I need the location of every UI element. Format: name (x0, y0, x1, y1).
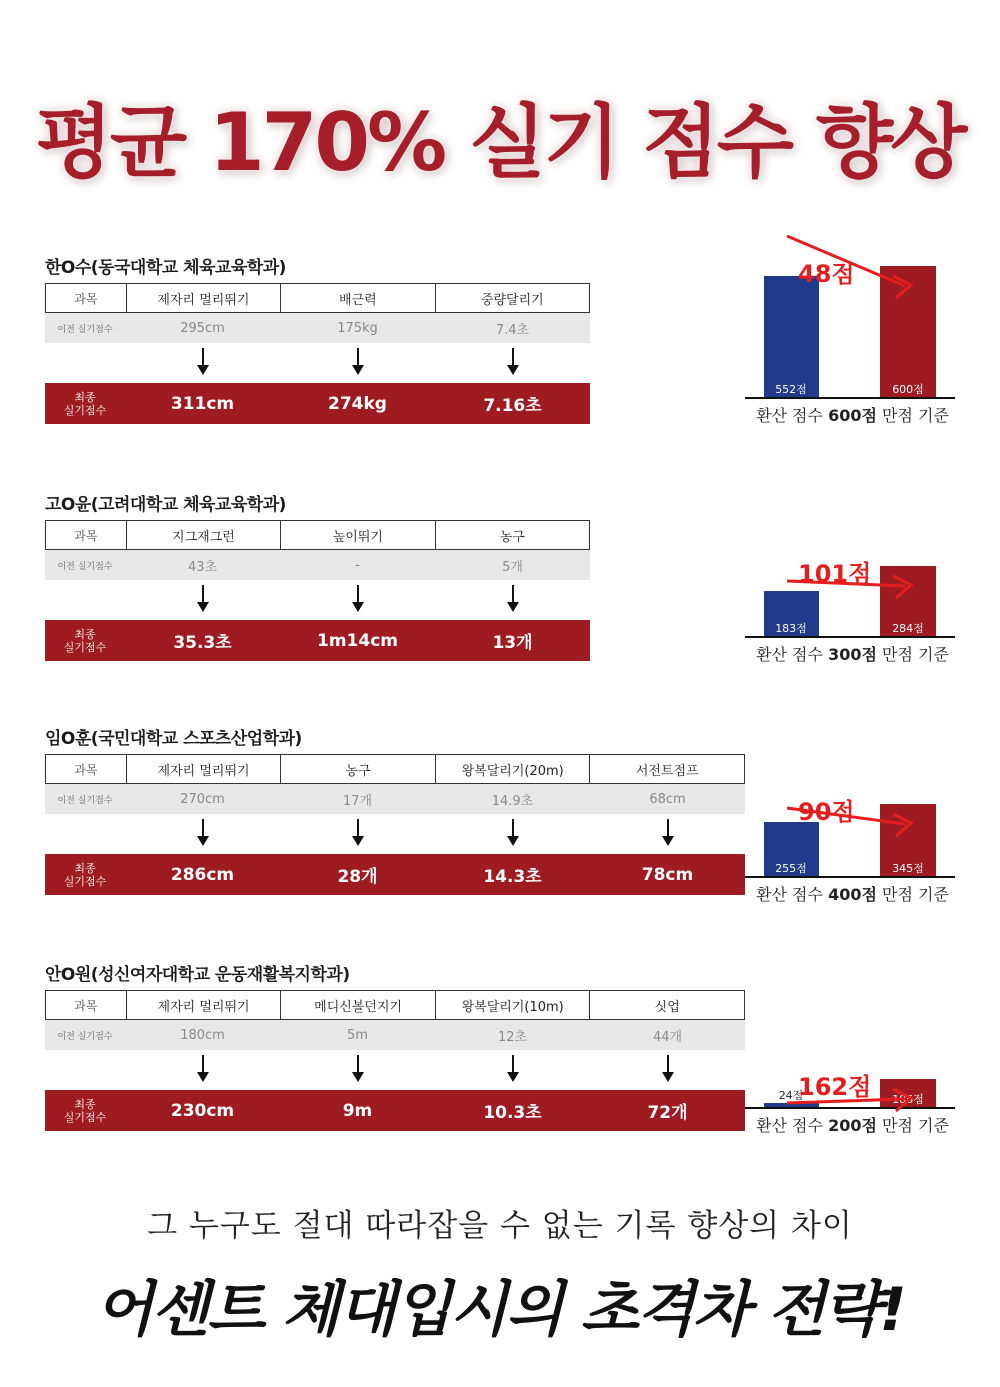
score-bar-chart (745, 253, 960, 443)
headline: 평균 170% 실기 점수 향상 (35, 96, 965, 189)
subject-cell: 제자리 멀리뛰기 (126, 755, 281, 783)
final-score-cell: 286cm (170, 864, 235, 885)
final-label-line2: 실기점수 (63, 403, 107, 417)
previous-score-cell: 5m (347, 1027, 368, 1043)
final-label (45, 1090, 125, 1131)
down-arrow-row (45, 585, 590, 615)
down-arrow-icon (435, 585, 590, 615)
previous-score-cell: 295cm (180, 320, 225, 336)
final-label-line1: 최종 (74, 861, 96, 875)
previous-score-cell: 270cm (180, 791, 225, 807)
conversion-basis (745, 1113, 960, 1136)
subject-header-row (45, 754, 745, 784)
before-bar-label: 552점 (775, 383, 807, 396)
down-arrow-icon (280, 819, 435, 849)
conversion-basis (745, 642, 960, 665)
after-bar-label: 345점 (892, 862, 924, 875)
previous-score-cell: 14.9초 (491, 793, 534, 809)
final-score-cell: 28개 (337, 867, 378, 887)
final-label-line1: 최종 (74, 390, 96, 404)
subject-cell: 제자리 멀리뛰기 (126, 284, 280, 312)
subject-header-row (45, 990, 745, 1020)
student-name: 한O수(동국대학교 체육교육학과) (45, 258, 286, 278)
score-bar-chart (745, 490, 960, 680)
previous-score-cell: 5개 (502, 559, 523, 575)
final-score-cell: 35.3초 (173, 633, 232, 653)
previous-score-row (45, 1020, 745, 1050)
previous-label: 이전 실기점수 (57, 324, 113, 335)
student-section (0, 253, 1000, 443)
final-label-line2: 실기점수 (63, 874, 107, 888)
before-bar-label: 255점 (775, 862, 807, 875)
score-gain-label: 90점 (798, 798, 855, 826)
final-score-cell: 1m14cm (317, 630, 398, 651)
basis-suffix: 만점 기준 (876, 1116, 949, 1135)
final-score-cell: 14.3초 (483, 867, 542, 887)
subject-cell: 제자리 멀리뛰기 (126, 991, 281, 1019)
student-section (0, 960, 1000, 1150)
subject-cell: 서전트점프 (589, 755, 744, 783)
after-bar-label: 284점 (892, 622, 924, 635)
down-arrow-icon (280, 348, 435, 378)
basis-max-score: 400점 (828, 885, 877, 904)
subject-cell: 높이뛰기 (280, 521, 434, 549)
basis-prefix: 환산 점수 (756, 406, 829, 425)
final-score-cell: 72개 (647, 1103, 688, 1123)
down-arrow-icon (125, 1055, 280, 1085)
basis-prefix: 환산 점수 (756, 645, 829, 664)
brand-slogan: 어센트 체대입시의 초격차 전략! (95, 1275, 905, 1345)
final-score-row (45, 383, 590, 424)
subject-header-row (45, 283, 590, 313)
final-score-cell: 9m (342, 1100, 373, 1121)
after-bar-label: 600점 (892, 383, 924, 396)
final-score-cell: 274kg (328, 393, 387, 414)
down-arrow-row (45, 348, 590, 378)
final-label (45, 854, 125, 895)
previous-score-cell: 180cm (180, 1027, 225, 1043)
final-label (45, 383, 125, 424)
student-section (0, 490, 1000, 680)
previous-score-cell: 43초 (187, 559, 218, 575)
subject-cell: 농구 (435, 521, 589, 549)
subject-label: 과목 (74, 762, 98, 777)
down-arrow-icon (280, 585, 435, 615)
previous-label: 이전 실기점수 (57, 561, 113, 572)
student-name: 고O윤(고려대학교 체육교육학과) (45, 495, 286, 515)
after-bar-label: 186점 (892, 1093, 924, 1106)
before-bar-label: 183점 (775, 622, 807, 635)
conversion-basis (745, 882, 960, 905)
subject-cell: 왕복달리기(20m) (435, 755, 590, 783)
down-arrow-icon (125, 819, 280, 849)
student-name: 임O훈(국민대학교 스포츠산업학과) (45, 729, 302, 749)
subject-header-row (45, 520, 590, 550)
previous-score-cell: 44개 (652, 1029, 683, 1045)
score-gain-label: 48점 (798, 260, 855, 288)
previous-label: 이전 실기점수 (57, 795, 113, 806)
before-bar-label: 24점 (778, 1089, 804, 1102)
final-score-cell: 230cm (170, 1100, 235, 1121)
subject-cell: 싯업 (589, 991, 744, 1019)
final-score-row (45, 854, 745, 895)
final-score-cell: 10.3초 (483, 1103, 542, 1123)
down-arrow-icon (435, 1055, 590, 1085)
basis-suffix: 만점 기준 (876, 885, 949, 904)
student-section (0, 724, 1000, 914)
final-label-line1: 최종 (74, 1097, 96, 1111)
score-bar-chart (745, 960, 960, 1150)
final-score-cell: 78cm (641, 864, 694, 885)
final-score-cell: 311cm (170, 393, 235, 414)
tagline: 그 누구도 절대 따라잡을 수 없는 기록 향상의 차이 (147, 1208, 853, 1244)
down-arrow-icon (435, 348, 590, 378)
subject-cell: 배근력 (280, 284, 434, 312)
score-bar-chart (745, 724, 960, 914)
previous-score-cell: 68cm (649, 791, 686, 807)
previous-score-row (45, 784, 745, 814)
previous-score-row (45, 313, 590, 343)
final-label-line2: 실기점수 (63, 1110, 107, 1124)
conversion-basis (745, 403, 960, 426)
final-label-line1: 최종 (74, 627, 96, 641)
final-score-cell: 7.16초 (483, 396, 542, 416)
basis-max-score: 600점 (828, 406, 877, 425)
basis-suffix: 만점 기준 (876, 645, 949, 664)
previous-score-cell: 7.4초 (495, 322, 530, 338)
basis-prefix: 환산 점수 (756, 1116, 829, 1135)
subject-cell: 중량달리기 (435, 284, 589, 312)
down-arrow-icon (435, 819, 590, 849)
final-score-row (45, 620, 590, 661)
score-gain-label: 162점 (798, 1073, 872, 1101)
subject-cell: 농구 (280, 755, 435, 783)
previous-score-row (45, 550, 590, 580)
student-name: 안O원(성신여자대학교 운동재활복지학과) (45, 965, 350, 985)
down-arrow-icon (280, 1055, 435, 1085)
down-arrow-row (45, 1055, 745, 1085)
down-arrow-icon (590, 1055, 745, 1085)
subject-label: 과목 (74, 528, 98, 543)
subject-label: 과목 (74, 291, 98, 306)
previous-score-cell: 175kg (337, 320, 378, 336)
subject-cell: 메디신볼던지기 (280, 991, 435, 1019)
final-score-row (45, 1090, 745, 1131)
subject-cell: 왕복달리기(10m) (435, 991, 590, 1019)
subject-cell: 지그재그런 (126, 521, 280, 549)
basis-max-score: 300점 (828, 645, 877, 664)
down-arrow-icon (590, 819, 745, 849)
final-score-cell: 13개 (492, 633, 533, 653)
final-label (45, 620, 125, 661)
down-arrow-icon (125, 348, 280, 378)
previous-score-cell: 17개 (342, 793, 373, 809)
score-gain-label: 101점 (798, 560, 872, 588)
down-arrow-icon (125, 585, 280, 615)
subject-label: 과목 (74, 998, 98, 1013)
previous-score-cell: 12초 (497, 1029, 528, 1045)
basis-prefix: 환산 점수 (756, 885, 829, 904)
basis-max-score: 200점 (828, 1116, 877, 1135)
previous-label: 이전 실기점수 (57, 1031, 113, 1042)
down-arrow-row (45, 819, 745, 849)
previous-score-cell: - (355, 557, 360, 573)
final-label-line2: 실기점수 (63, 640, 107, 654)
basis-suffix: 만점 기준 (876, 406, 949, 425)
